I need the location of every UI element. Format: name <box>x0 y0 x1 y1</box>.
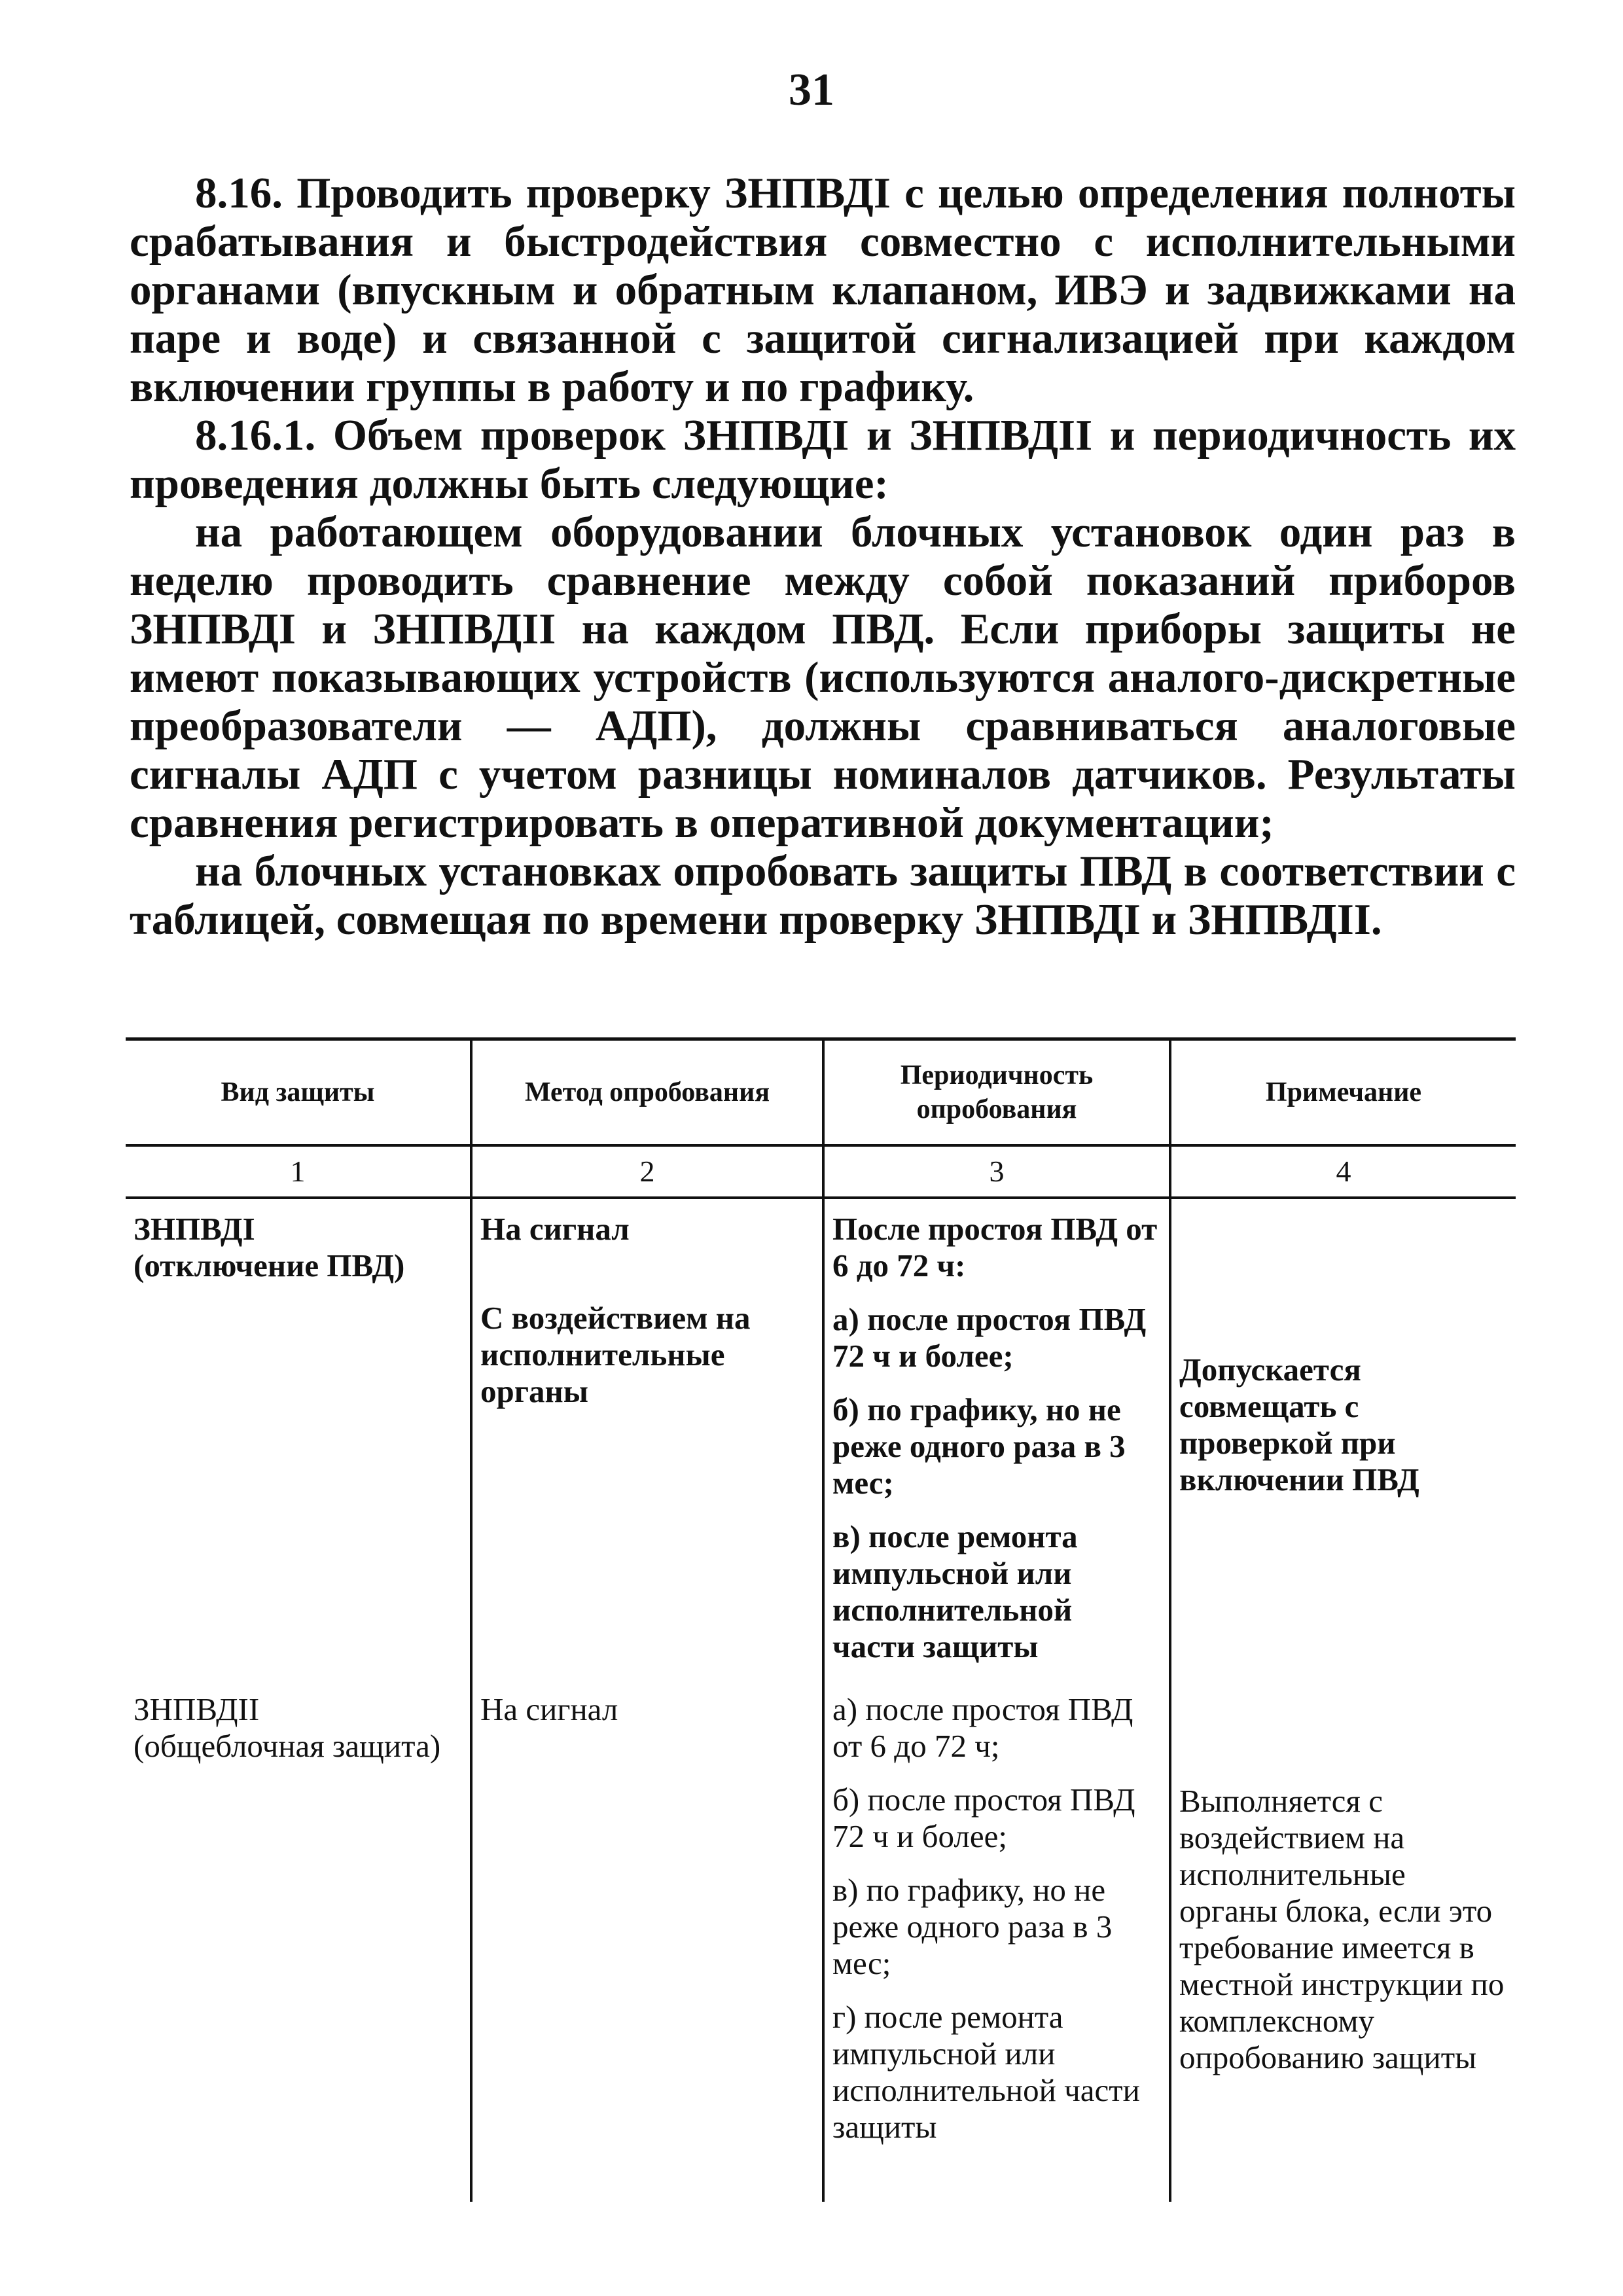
body-text <box>130 169 1516 944</box>
protection-type: ЗНПВДI <box>134 1211 255 1247</box>
header-note: Примечание <box>1170 1039 1516 1146</box>
paragraph-weekly-comparison: на работающем оборудовании блочных установок один раз в неделю проводить сравнение между собой показаний приборов ЗНПВДI и ЗНПВДII на каждом ПВД. Если приборы защиты не имеют показывающих устройств (используются аналого-дискретные преобразователи — АДП), должны сравниваться аналоговые сигналы АДП с учетом разницы номиналов датчиков. Результаты сравнения регистрировать в оперативной документации; <box>130 508 1516 847</box>
column-number: 2 <box>471 1145 823 1198</box>
column-number: 3 <box>823 1145 1170 1198</box>
periodicity-item: а) после простоя ПВД от 6 до 72 ч; <box>832 1691 1133 1764</box>
column-number: 4 <box>1170 1145 1516 1198</box>
test-method: На сигнал <box>480 1691 618 1727</box>
paragraph-testing-per-table: на блочных установках опробовать защиты ПВД в соответствии с таблицей, совмещая по времени проверку ЗНПВДI и ЗНПВДII. <box>130 847 1516 944</box>
protection-type: ЗНПВДII <box>134 1691 260 1727</box>
test-method: С воздействием на исполнительные органы <box>480 1300 751 1409</box>
periodicity-item: б) по графику, но не реже одного раза в 3 мес; <box>832 1391 1126 1501</box>
table-header-row <box>126 1039 1516 1146</box>
periodicity-item: в) после ремонта импульсной или исполнительной части защиты <box>832 1518 1078 1664</box>
protection-type-description: (общеблочная защита) <box>134 1728 441 1764</box>
column-number: 1 <box>126 1145 471 1198</box>
periodicity-item: в) по графику, но не реже одного раза в 3 мес; <box>832 1872 1113 1981</box>
column-number-row <box>126 1145 1516 1198</box>
header-periodicity: Периодичность опробования <box>823 1039 1170 1146</box>
protection-testing-table <box>126 1037 1516 2202</box>
header-test-method: Метод опробования <box>471 1039 823 1146</box>
paragraph-8-16-1: 8.16.1. Объем проверок ЗНПВДI и ЗНПВДII и периодичность их проведения должны быть следующие: <box>130 411 1516 508</box>
periodicity-item: б) после простоя ПВД 72 ч и более; <box>832 1782 1135 1854</box>
paragraph-8-16: 8.16. Проводить проверку ЗНПВДI с целью определения полноты срабатывания и быстродействия совместно с исполнительными органами (впускным и обратным клапаном, ИВЭ и задвижками на паре и воде) и связанной с защитой сигнализацией при каждом включении группы в работу и по графику. <box>130 169 1516 411</box>
periodicity-item: После простоя ПВД от 6 до 72 ч: <box>832 1211 1158 1283</box>
periodicity-item: г) после ремонта импульсной или исполнительной части защиты <box>832 1999 1140 2145</box>
page-number: 31 <box>789 65 834 115</box>
table-tail-row <box>126 2162 1516 2202</box>
test-method: На сигнал <box>480 1211 630 1247</box>
table-row <box>126 1682 1516 2162</box>
header-protection-type: Вид защиты <box>126 1039 471 1146</box>
note-text: Допускается совмещать с проверкой при включении ПВД <box>1179 1352 1419 1498</box>
periodicity-item: а) после простоя ПВД 72 ч и более; <box>832 1301 1147 1374</box>
table-row <box>126 1198 1516 1682</box>
note-text: Выполняется с воздействием на исполнительные органы блока, если это требование имеется в местной инструкции по комплексному опробованию защиты <box>1179 1783 1505 2075</box>
protection-type-description: (отключение ПВД) <box>134 1247 405 1283</box>
